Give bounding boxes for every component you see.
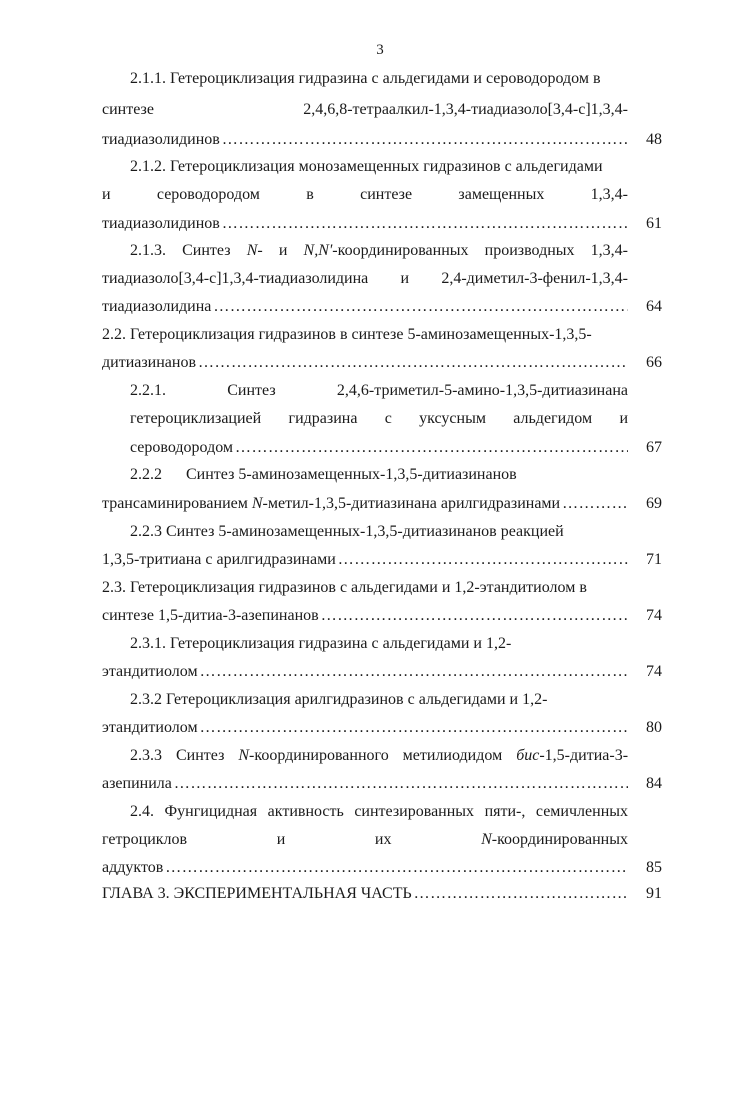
toc-line: этандитиолом [102, 663, 198, 680]
leader-dots [562, 495, 628, 513]
toc-line: 2.3.2 Гетероциклизация арилгидразинов с альдегидами и 1,2- [130, 691, 548, 708]
page-number: 3 [376, 42, 384, 58]
toc-line: 2.2.1. Синтез 2,4,6-триметил-5-амино-1,3,5-дитиазинана [130, 382, 628, 399]
toc-entry-row[interactable] [102, 298, 730, 318]
toc-entry-row[interactable] [102, 495, 730, 515]
toc-entry-row[interactable] [102, 354, 730, 374]
toc-page-number: 91 [646, 885, 662, 902]
toc-line: 2.3.3 Синтез N-координированного метилиодидом бис-1,5-дитиа-3- [130, 747, 629, 764]
toc-page-number: 61 [646, 215, 662, 232]
toc-line: сероводородом [130, 439, 234, 456]
toc-line: 2.4. Фунгицидная активность синтезированных пяти-, семичленных [130, 803, 628, 820]
leader-dots [222, 131, 628, 149]
toc-line: дитиазинанов [102, 354, 197, 371]
toc-line: тиадиазолидинов [102, 131, 220, 148]
leader-dots [235, 439, 628, 457]
toc-line: 2.2. Гетероциклизация гидразинов в синтезе 5-аминозамещенных-1,3,5- [102, 326, 592, 343]
toc-entry-row[interactable] [102, 607, 730, 627]
toc-page-number: 85 [646, 859, 662, 876]
leader-dots [321, 607, 628, 625]
toc-line: трансаминированием N-метил-1,3,5-дитиазинана арилгидразинами [102, 495, 561, 512]
toc-line: 1,3,5-тритиана с арилгидразинами [102, 551, 336, 568]
toc-line: гетроциклов и их N-координированных [102, 831, 628, 848]
toc-line: 2.1.1. Гетероциклизация гидразина с альдегидами и сероводородом в [130, 70, 601, 87]
toc-page-number: 69 [646, 495, 662, 512]
toc-line: тиадиазолидина [102, 298, 212, 315]
toc-page-number: 66 [646, 354, 662, 371]
leader-dots [200, 719, 628, 737]
toc-line: 2.2.3 Синтез 5-аминозамещенных-1,3,5-дитиазинанов реакцией [130, 523, 564, 540]
toc-page-number: 64 [646, 298, 662, 315]
toc-line: 2.3.1. Гетероциклизация гидразина с альдегидами и 1,2- [130, 635, 512, 652]
toc-line: тиадиазолидинов [102, 215, 220, 232]
leader-dots [198, 354, 628, 372]
leader-dots [174, 775, 628, 793]
toc-line: 2.3. Гетероциклизация гидразинов с альдегидами и 1,2-этандитиолом в [102, 579, 587, 596]
toc-entry-row[interactable] [102, 663, 730, 683]
leader-dots [414, 885, 628, 903]
leader-dots [165, 859, 628, 877]
toc-line: аддуктов [102, 859, 164, 876]
toc-page-number: 84 [646, 775, 662, 792]
toc-entry-row[interactable] [102, 859, 730, 879]
toc-page-number: 67 [646, 439, 662, 456]
toc-line: азепинила [102, 775, 172, 792]
toc-line: синтезе 1,5-дитиа-3-азепинанов [102, 607, 319, 624]
toc-line: этандитиолом [102, 719, 198, 736]
toc-page-number: 48 [646, 131, 662, 148]
toc-line: тиадиазоло[3,4-c]1,3,4-тиадиазолидина и 2,4-диметил-3-фенил-1,3,4- [102, 270, 628, 287]
toc-page-number: 74 [646, 663, 662, 680]
toc-line: 2.2.2 Синтез 5-аминозамещенных-1,3,5-дитиазинанов [130, 466, 517, 483]
toc-line: 2.1.3. Синтез N- и N,N'-координированных производных 1,3,4- [130, 242, 629, 259]
toc-entry-row[interactable] [102, 551, 730, 571]
chapter-title: ГЛАВА 3. ЭКСПЕРИМЕНТАЛЬНАЯ ЧАСТЬ [102, 885, 412, 902]
toc-line: 2.1.2. Гетероциклизация монозамещенных гидразинов с альдегидами [130, 158, 603, 175]
toc-page-number: 71 [646, 551, 662, 568]
toc-line: и сероводородом в синтезе замещенных 1,3,4- [102, 186, 628, 203]
toc-entry-row[interactable] [102, 131, 730, 151]
toc-page-number: 80 [646, 719, 662, 736]
toc-line: синтезе 2,4,6,8-тетраалкил-1,3,4-тиадиазоло[3,4-c]1,3,4- [102, 101, 628, 118]
toc-entry-row[interactable] [102, 885, 730, 905]
leader-dots [200, 663, 628, 681]
toc-entry-row[interactable] [102, 215, 730, 235]
leader-dots [213, 298, 628, 316]
toc-page-number: 74 [646, 607, 662, 624]
toc-entry-row[interactable] [102, 719, 730, 739]
leader-dots [338, 551, 628, 569]
toc-entry-row[interactable] [102, 439, 730, 459]
leader-dots [222, 215, 628, 233]
toc-entry-row[interactable] [102, 775, 730, 795]
toc-line: гетероциклизацией гидразина с уксусным альдегидом и [130, 410, 628, 427]
